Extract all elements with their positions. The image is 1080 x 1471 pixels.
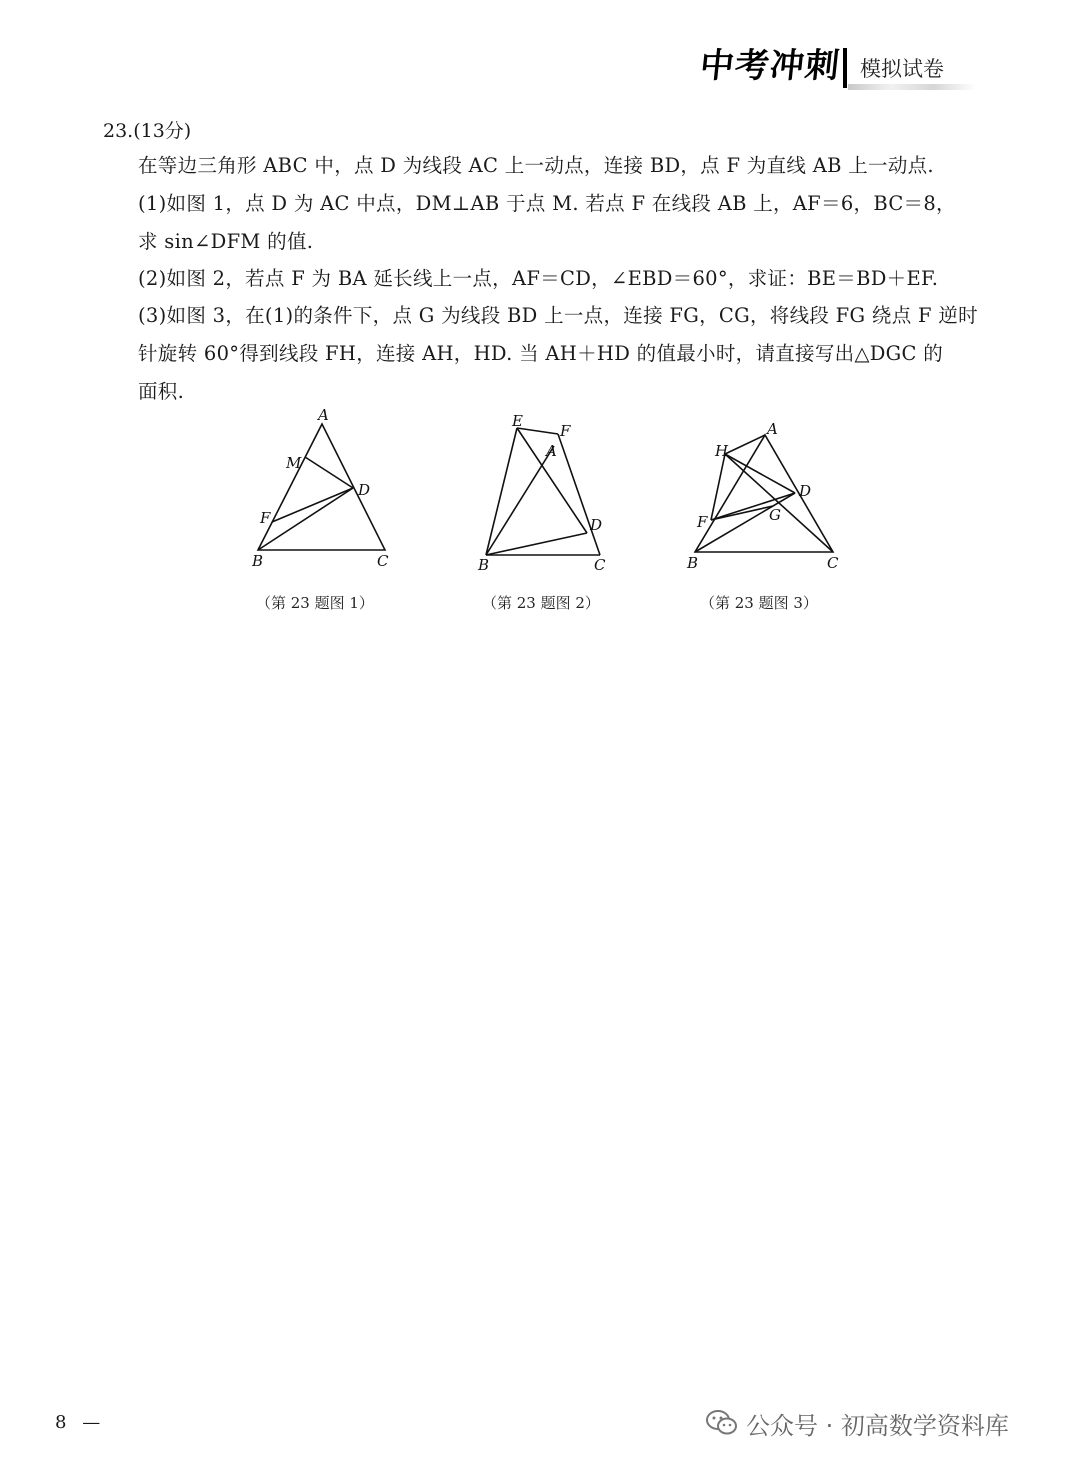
segment-bd <box>486 533 587 555</box>
question-line-4: (2)如图 2，若点 F 为 BA 延长线上一点，AF＝CD，∠EBD＝60°，求证：BE＝BD＋EF. <box>138 267 939 290</box>
label-d: D <box>590 516 603 534</box>
label-c: C <box>594 556 606 574</box>
question-line-7: 面积. <box>138 380 185 403</box>
question-line-5: (3)如图 3，在(1)的条件下，点 G 为线段 BD 上一点，连接 FG，CG，将线段 FG 绕点 F 逆时 <box>138 304 978 327</box>
segment-hd <box>725 454 795 493</box>
wechat-icon <box>706 1408 738 1438</box>
label-a: A <box>318 406 329 424</box>
label-c: C <box>377 552 389 570</box>
figure-3-diagram <box>685 410 855 580</box>
segment-ba <box>486 446 554 555</box>
label-g: G <box>769 506 781 524</box>
question-number: 23.(13分) <box>103 120 192 142</box>
label-f: F <box>560 422 571 440</box>
label-e: E <box>512 412 523 430</box>
segment-bd <box>258 488 353 550</box>
figure-2 <box>470 410 620 612</box>
label-d: D <box>799 482 812 500</box>
figure-2-caption: （第 23 题图 2） <box>482 594 600 612</box>
figure-2-diagram <box>470 410 620 580</box>
segment-eb <box>486 428 517 555</box>
header-banner <box>697 40 980 92</box>
page-number: 8 <box>55 1412 67 1433</box>
label-h: H <box>715 442 729 460</box>
banner-brush-stroke <box>848 84 976 90</box>
label-f: F <box>697 513 708 531</box>
segment-hf <box>711 454 725 520</box>
brand-title: 中考冲刺 <box>697 46 843 86</box>
page-footer <box>55 1412 100 1433</box>
label-f: F <box>260 509 271 527</box>
question-line-6: 针旋转 60°得到线段 FH，连接 AH，HD. 当 AH＋HD 的值最小时，请直接写出△DGC 的 <box>138 342 944 365</box>
figure-1 <box>240 406 410 612</box>
figures-row <box>240 406 860 620</box>
label-d: D <box>358 481 371 499</box>
label-a: A <box>546 442 557 460</box>
watermark-text: 公众号 · 初高数学资料库 <box>746 1411 1009 1440</box>
page-dash: — <box>82 1412 101 1433</box>
label-b: B <box>252 552 264 570</box>
label-m: M <box>286 454 302 472</box>
label-b: B <box>478 556 490 574</box>
question-line-2: (1)如图 1，点 D 为 AC 中点，DM⊥AB 于点 M. 若点 F 在线段 AB 上，AF＝6，BC＝8， <box>138 192 956 215</box>
figure-3-caption: （第 23 题图 3） <box>700 594 818 612</box>
segment-ef <box>517 428 558 434</box>
label-c: C <box>827 554 839 572</box>
label-a: A <box>767 420 778 438</box>
figure-1-diagram <box>240 406 410 580</box>
figure-3 <box>685 410 855 612</box>
segment-fd <box>272 488 353 522</box>
segment-fc <box>558 434 603 555</box>
figure-1-caption: （第 23 题图 1） <box>256 594 374 612</box>
question-line-1: 在等边三角形 ABC 中，点 D 为线段 AC 上一动点，连接 BD，点 F 为直线 AB 上一动点. <box>138 154 934 177</box>
question-line-3: 求 sin∠DFM 的值. <box>138 230 314 253</box>
watermark <box>706 1405 1009 1441</box>
banner-subtitle: 模拟试卷 <box>860 57 944 81</box>
banner-divider <box>843 48 847 88</box>
label-b: B <box>687 554 699 572</box>
segment-fg <box>711 506 773 520</box>
